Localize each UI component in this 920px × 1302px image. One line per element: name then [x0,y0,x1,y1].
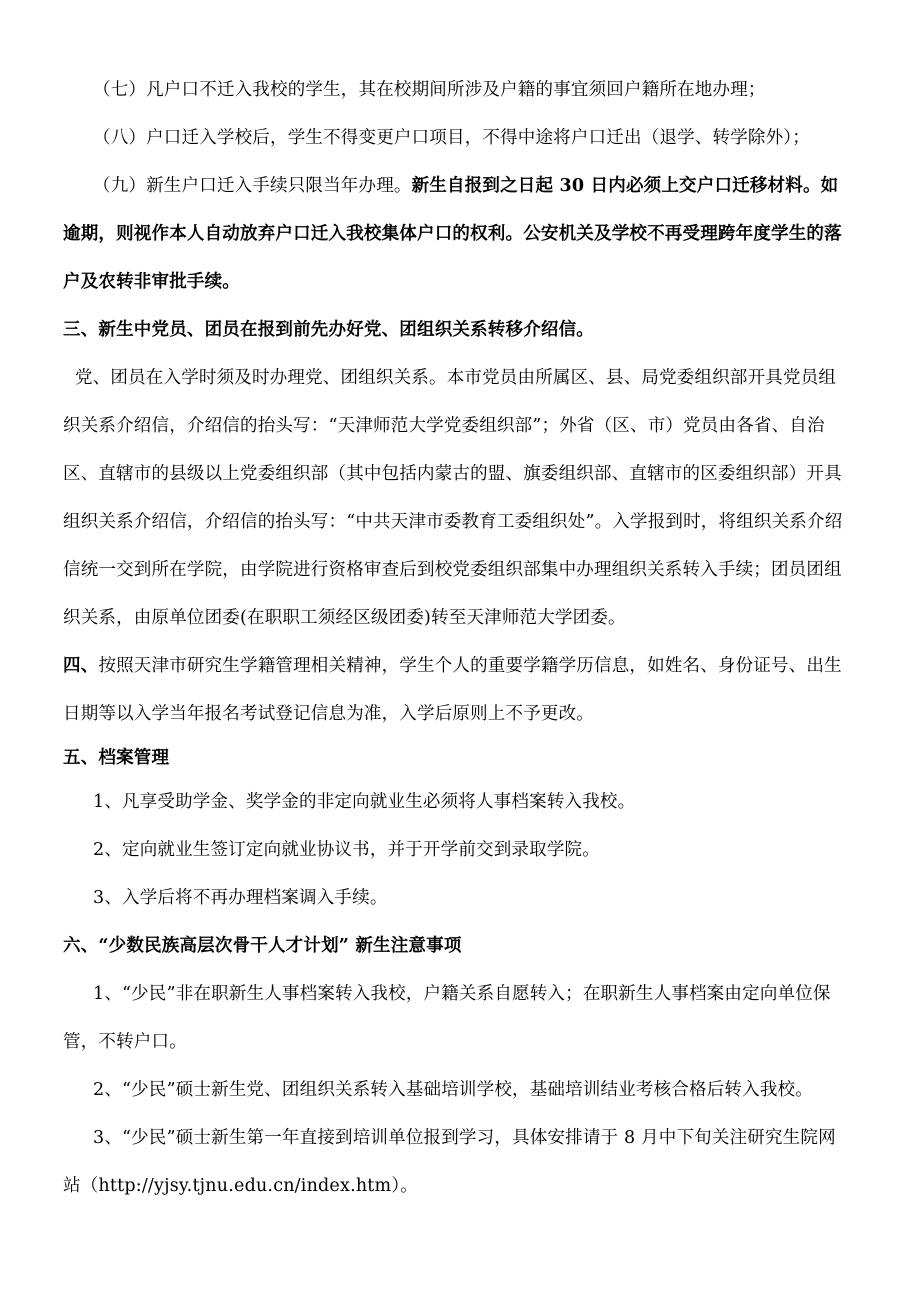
section-5-item: 1、凡享受助学金、奖学金的非定向就业生必须将人事档案转入我校。 [93,792,636,812]
paragraph-item-7: （七）凡户口不迁入我校的学生，其在校期间所涉及户籍的事宜须回户籍所在地办理； [93,80,766,100]
item-9-plain-text: （九）新生户口迁入手续只限当年办理。 [93,176,412,196]
section-4-heading: 四、 [63,656,99,676]
section-4-body: 按照天津市研究生学籍管理相关精神，学生个人的重要学籍学历信息，如姓名、身份证号、出生日期等以入学当年报名考试登记信息为准，入学后原则上不予更改。 [63,656,842,724]
section-5-heading: 五、档案管理 [63,748,170,768]
section-5-item: 2、定向就业生签订定向就业协议书，并于开学前交到录取学院。 [93,840,600,860]
section-6-heading: 六、“少数民族高层次骨干人才计划” 新生注意事项 [63,936,462,956]
paragraph-item-8: （八）户口迁入学校后，学生不得变更户口项目，不得中途将户口迁出（退学、转学除外）； [93,128,810,148]
paragraph-item-9 [63,162,853,306]
document-body [63,66,853,1210]
item-9-bold-text: 新生自报到之日起 30 日内必须上交户口迁移材料。如逾期，则视作本人自动放弃户口迁入我校集体户口的权利。公安机关及学校不再受理跨年度学生的落户及农转非审批手续。 [63,176,842,292]
section-6-item: 2、“少民”硕士新生党、团组织关系转入基础培训学校，基础培训结业考核合格后转入我校。 [93,1080,813,1100]
section-6-item: 3、“少民”硕士新生第一年直接到培训单位报到学习，具体安排请于 8 月中下旬关注研究生院网站（http://yjsy.tjnu.edu.cn/index.htm）。 [63,1128,836,1196]
section-3-heading: 三、新生中党员、团员在报到前先办好党、团组织关系转移介绍信。 [63,320,594,340]
section-4-paragraph [63,642,853,738]
section-6-item: 1、“少民”非在职新生人事档案转入我校，户籍关系自愿转入；在职新生人事档案由定向单位保管，不转户口。 [63,984,831,1052]
section-3-body: 党、团员在入学时须及时办理党、团组织关系。本市党员由所属区、县、局党委组织部开具党员组织关系介绍信，介绍信的抬头写：“天津师范大学党委组织部”；外省（区、市）党员由各省、自治区、直辖市的县级以上党委组织部（其中包括内蒙古的盟、旗委组织部、直辖市的区委组织部）开具组织关系介绍信，介绍信的抬头写：“中共天津市委教育工委组织处”。入学报到时，将组织关系介绍信统一交到所在学院，由学院进行资格审查后到校党委组织部集中办理组织关系转入手续；团员团组织关系，由原单位团委(在职职工须经区级团委)转至天津师范大学团委。 [63,368,843,628]
section-5-item: 3、入学后将不再办理档案调入手续。 [93,888,388,908]
